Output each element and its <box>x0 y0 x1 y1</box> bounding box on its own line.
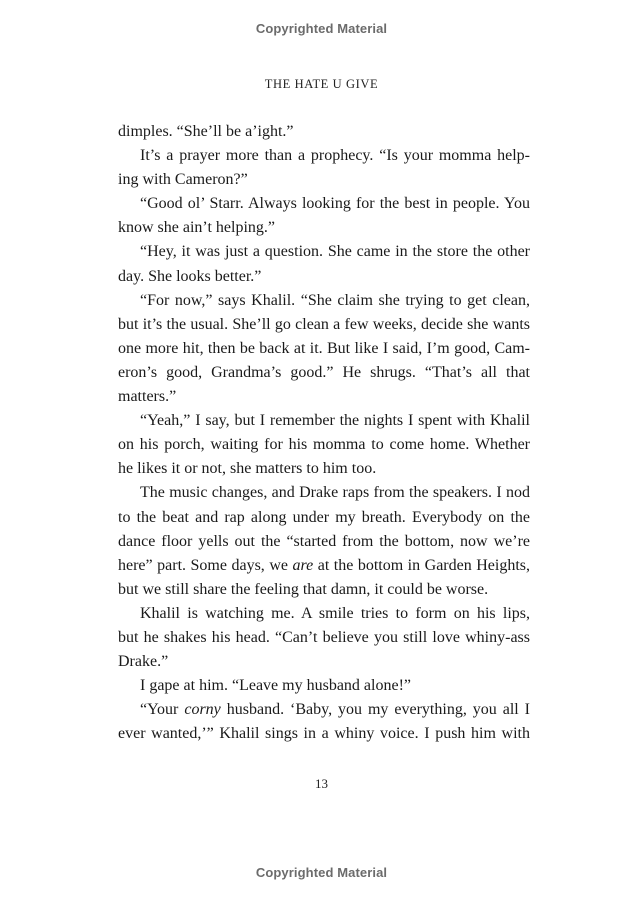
text-line: one more hit, then be back at it. But like I said, I’m good, Cam- <box>118 339 530 357</box>
text-line: to the beat and rap along under my breath. Everybody on the <box>118 508 530 526</box>
text-line: but it’s the usual. She’ll go clean a few weeks, decide she wants <box>118 315 530 333</box>
text-line: I gape at him. “Leave my husband alone!” <box>140 677 411 695</box>
text-line: Khalil is watching me. A smile tries to form on his lips, <box>140 604 530 622</box>
text-line: “For now,” says Khalil. “She claim she trying to get clean, <box>140 291 530 309</box>
text-line: “Hey, it was just a question. She came in the store the other <box>140 243 530 261</box>
text-line: he likes it or not, she matters to him too. <box>118 460 377 478</box>
text-line: “Good ol’ Starr. Always looking for the best in people. You <box>140 195 530 213</box>
text-line: here” part. Some days, we are at the bottom in Garden Heights, <box>118 556 531 574</box>
text-line: know she ain’t helping.” <box>118 219 276 237</box>
text-line: dance floor yells out the “started from the bottom, now we’re <box>118 532 530 550</box>
text-line: but he shakes his head. “Can’t believe you still love whiny-ass <box>118 628 530 646</box>
body-text <box>118 120 530 746</box>
text-line: eron’s good, Grandma’s good.” He shrugs. “That’s all that <box>118 363 530 381</box>
text-line: ever wanted,’” Khalil sings in a whiny voice. I push him with <box>118 725 530 743</box>
text-line: “Your corny husband. ‘Baby, you my everything, you all I <box>140 701 530 719</box>
text-line: but we still share the feeling that damn, it could be worse. <box>118 580 489 598</box>
text-line: dimples. “She’ll be a’ight.” <box>118 123 294 140</box>
page-number: 13 <box>315 776 328 791</box>
copyright-watermark-bottom: Copyrighted Material <box>255 865 388 880</box>
text-line: “Yeah,” I say, but I remember the nights I spent with Khalil <box>140 412 530 430</box>
text-line: ing with Cameron?” <box>118 171 248 189</box>
text-line: It’s a prayer more than a prophecy. “Is your momma help- <box>140 147 530 165</box>
text-line: on his porch, waiting for his momma to come home. Whether <box>118 436 530 454</box>
running-head: THE HATE U GIVE <box>264 77 379 91</box>
text-line: The music changes, and Drake raps from the speakers. I nod <box>140 484 530 502</box>
copyright-watermark-top: Copyrighted Material <box>255 21 388 36</box>
text-line: day. She looks better.” <box>118 267 262 285</box>
text-line: matters.” <box>118 388 177 406</box>
text-line: Drake.” <box>118 653 169 671</box>
